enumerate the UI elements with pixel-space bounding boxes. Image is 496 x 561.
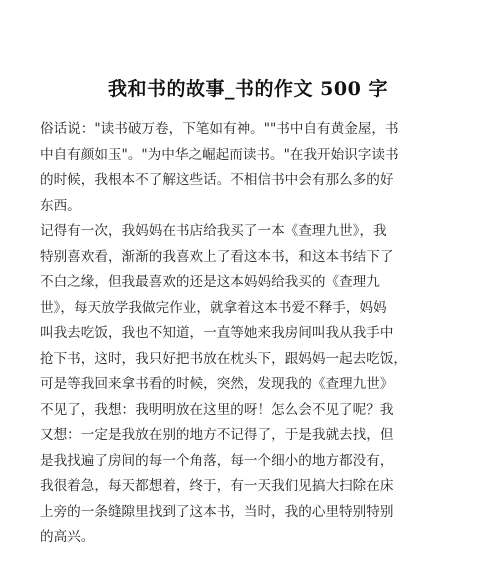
text-line: 上旁的一条缝隙里找到了这本书，当时，我的心里特别特别 — [40, 503, 394, 520]
text-line: 的高兴。 — [40, 529, 95, 545]
text-line: 不白之缘，但我最喜欢的还是这本妈妈给我买的《查理九 — [40, 274, 380, 290]
text-line: 我很着急，每天都想着，终于，有一天我们见搞大扫除在床 — [40, 478, 394, 494]
text-line: 抢下书，这时，我只好把书放在枕头下，跟妈妈一起去吃饭， — [40, 350, 408, 367]
text-line: 是我找遍了房间的每一个角落，每一个细小的地方都没有， — [40, 452, 394, 469]
article-body — [40, 117, 480, 551]
text-line: 的时候，我根本不了解这些话。不相信书中会有那么多的好 — [40, 172, 394, 188]
text-line: 叫我去吃饭，我也不知道，一直等她来我房间叫我从我手中 — [40, 325, 394, 341]
text-line: 俗话说："读书破万卷，下笔如有神。""书中自有黄金屋，书 — [40, 121, 399, 137]
text-line: 世》，每天放学我做完作业，就拿着这本书爱不释手，妈妈 — [40, 299, 387, 316]
document-title: 我和书的故事_书的作文 500 字 — [108, 78, 388, 100]
text-line: 东西。 — [40, 197, 81, 214]
text-line: 特别喜欢看，渐渐的我喜欢上了看这本书，和这本书结下了 — [40, 248, 394, 265]
text-line: 中自有颜如玉"。"为中华之崛起而读书。"在我开始识字读书 — [40, 146, 399, 163]
text-line: 又想：一定是我放在别的地方不记得了，于是我就去找，但 — [40, 427, 394, 443]
text-line: 记得有一次，我妈妈在书店给我买了一本《查理九世》，我 — [40, 223, 387, 239]
text-line: 不见了，我想：我明明放在这里的呀！怎么会不见了呢？我 — [40, 401, 394, 418]
text-line: 可是等我回来拿书看的时候，突然，发现我的《查理九世》 — [40, 376, 394, 392]
